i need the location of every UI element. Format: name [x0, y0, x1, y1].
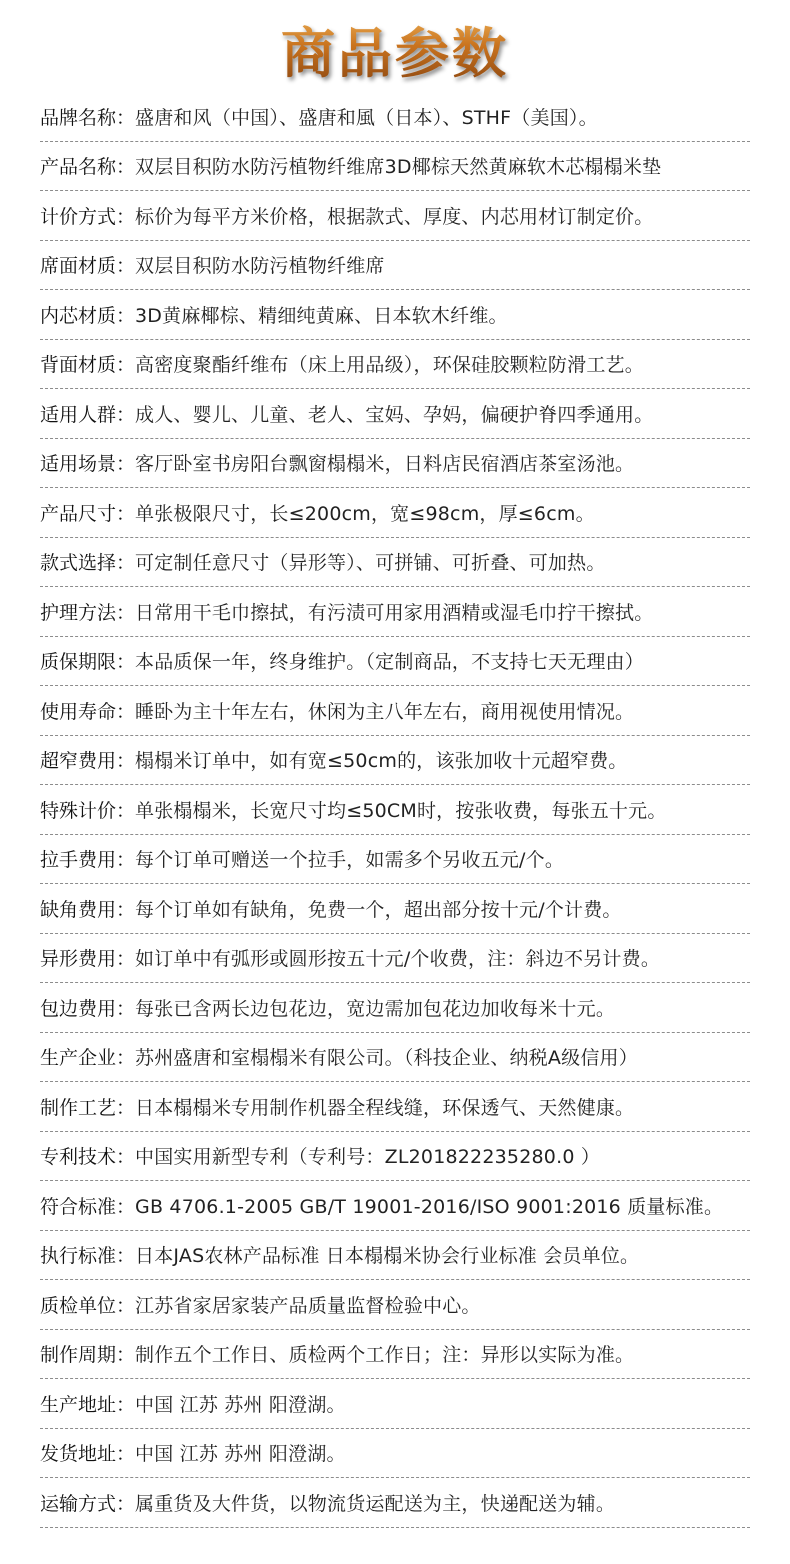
parameter-label: 款式选择： — [40, 552, 136, 575]
parameter-label: 背面材质： — [40, 354, 136, 377]
parameter-label: 异形费用： — [40, 948, 136, 971]
parameter-row — [40, 1082, 750, 1132]
parameter-row — [40, 1033, 750, 1083]
parameter-label: 运输方式： — [40, 1492, 136, 1515]
parameter-value: 江苏省家居家装产品质量监督检验中心。 — [135, 1294, 481, 1317]
parameter-value: 日本JAS农林产品标准 日本榻榻米协会行业标准 会员单位。 — [135, 1245, 640, 1268]
parameter-value: 可定制任意尺寸（异形等）、可拼铺、可折叠、可加热。 — [135, 552, 606, 575]
parameter-label: 执行标准： — [40, 1245, 136, 1268]
parameter-label: 内芯材质： — [40, 304, 136, 327]
parameter-label: 护理方法： — [40, 601, 136, 624]
parameter-label: 质保期限： — [40, 651, 136, 674]
parameter-label: 席面材质： — [40, 255, 136, 278]
parameter-label: 计价方式： — [40, 205, 136, 228]
parameter-value: 制作五个工作日、质检两个工作日；注：异形以实际为准。 — [135, 1344, 635, 1367]
parameter-value: 盛唐和风（中国）、盛唐和風（日本）、STHF（美国）。 — [135, 106, 598, 129]
parameter-value: 单张榻榻米，长宽尺寸均≤50CM时，按张收费，每张五十元。 — [135, 799, 667, 822]
parameter-label: 包边费用： — [40, 997, 136, 1020]
parameter-row — [40, 1478, 750, 1528]
parameter-label: 特殊计价： — [40, 799, 136, 822]
parameter-row — [40, 785, 750, 835]
parameter-row — [40, 191, 750, 241]
parameter-row — [40, 1231, 750, 1281]
parameter-row — [40, 1429, 750, 1479]
parameter-label: 缺角费用： — [40, 898, 136, 921]
parameter-row — [40, 92, 750, 142]
parameter-row — [40, 637, 750, 687]
parameter-label: 产品尺寸： — [40, 502, 136, 525]
parameter-value: 榻榻米订单中，如有宽≤50cm的，该张加收十元超窄费。 — [135, 750, 628, 773]
parameter-value: 中国实用新型专利（专利号：ZL201822235280.0 ） — [135, 1146, 601, 1169]
parameter-value: 日本榻榻米专用制作机器全程线缝，环保透气、天然健康。 — [135, 1096, 635, 1119]
parameter-value: 高密度聚酯纤维布（床上用品级），环保硅胶颗粒防滑工艺。 — [135, 354, 644, 377]
parameter-label: 适用人群： — [40, 403, 136, 426]
parameter-label: 品牌名称： — [40, 106, 136, 129]
parameter-label: 符合标准： — [40, 1195, 136, 1218]
parameter-value: 客厅卧室书房阳台飘窗榻榻米，日料店民宿酒店茶室汤池。 — [135, 453, 635, 476]
parameter-label: 生产企业： — [40, 1047, 136, 1070]
parameter-value: 本品质保一年，终身维护。（定制商品，不支持七天无理由） — [135, 651, 644, 674]
parameter-row — [40, 1379, 750, 1429]
parameter-label: 拉手费用： — [40, 849, 136, 872]
parameter-label: 使用寿命： — [40, 700, 136, 723]
parameter-row — [40, 439, 750, 489]
parameter-row — [40, 686, 750, 736]
parameter-value: 双层目积防水防污植物纤维席3D椰棕天然黄麻软木芯榻榻米垫 — [135, 156, 662, 179]
parameter-value: 每个订单如有缺角，免费一个，超出部分按十元/个计费。 — [135, 898, 622, 921]
parameter-value: 日常用干毛巾擦拭，有污渍可用家用酒精或湿毛巾拧干擦拭。 — [135, 601, 654, 624]
page-title: 商品参数 — [281, 11, 509, 88]
parameter-label: 适用场景： — [40, 453, 136, 476]
parameter-row — [40, 241, 750, 291]
parameter-row — [40, 1330, 750, 1380]
parameter-value: GB 4706.1-2005 GB/T 19001-2016/ISO 9001:2016 质量标准。 — [135, 1195, 724, 1218]
parameter-value: 睡卧为主十年左右，休闲为主八年左右，商用视使用情况。 — [135, 700, 635, 723]
parameter-value: 3D黄麻椰棕、精细纯黄麻、日本软木纤维。 — [135, 304, 508, 327]
parameter-value: 苏州盛唐和室榻榻米有限公司。（科技企业、纳税A级信用） — [135, 1047, 638, 1070]
parameter-row — [40, 340, 750, 390]
parameter-label: 专利技术： — [40, 1146, 136, 1169]
parameter-row — [40, 884, 750, 934]
parameter-row — [40, 538, 750, 588]
parameter-label: 制作工艺： — [40, 1096, 136, 1119]
parameter-label: 产品名称： — [40, 156, 136, 179]
parameter-label: 生产地址： — [40, 1393, 136, 1416]
parameter-row — [40, 1181, 750, 1231]
parameter-label: 超窄费用： — [40, 750, 136, 773]
parameter-row — [40, 934, 750, 984]
parameter-row — [40, 983, 750, 1033]
parameter-value: 每个订单可赠送一个拉手，如需多个另收五元/个。 — [135, 849, 565, 872]
parameter-row — [40, 389, 750, 439]
parameter-value: 每张已含两长边包花边，宽边需加包花边加收每米十元。 — [135, 997, 616, 1020]
parameter-value: 单张极限尺寸，长≤200cm，宽≤98cm，厚≤6cm。 — [135, 502, 595, 525]
title-banner — [0, 14, 790, 84]
parameter-label: 质检单位： — [40, 1294, 136, 1317]
parameter-row — [40, 1132, 750, 1182]
parameter-row — [40, 736, 750, 786]
parameter-value: 成人、婴儿、儿童、老人、宝妈、孕妈，偏硬护脊四季通用。 — [135, 403, 654, 426]
parameter-value: 中国 江苏 苏州 阳澄湖。 — [135, 1443, 346, 1466]
parameter-row — [40, 290, 750, 340]
parameter-row — [40, 835, 750, 885]
parameter-row — [40, 1280, 750, 1330]
parameter-row — [40, 488, 750, 538]
parameter-label: 发货地址： — [40, 1443, 136, 1466]
parameter-row — [40, 587, 750, 637]
parameter-label: 制作周期： — [40, 1344, 136, 1367]
parameter-value: 中国 江苏 苏州 阳澄湖。 — [135, 1393, 346, 1416]
parameter-value: 标价为每平方米价格，根据款式、厚度、内芯用材订制定价。 — [135, 205, 654, 228]
parameter-value: 双层目积防水防污植物纤维席 — [135, 255, 385, 278]
parameter-value: 属重货及大件货，以物流货运配送为主，快递配送为辅。 — [135, 1492, 616, 1515]
parameter-row — [40, 142, 750, 192]
parameter-value: 如订单中有弧形或圆形按五十元/个收费，注：斜边不另计费。 — [135, 948, 661, 971]
parameter-list — [40, 92, 750, 1528]
